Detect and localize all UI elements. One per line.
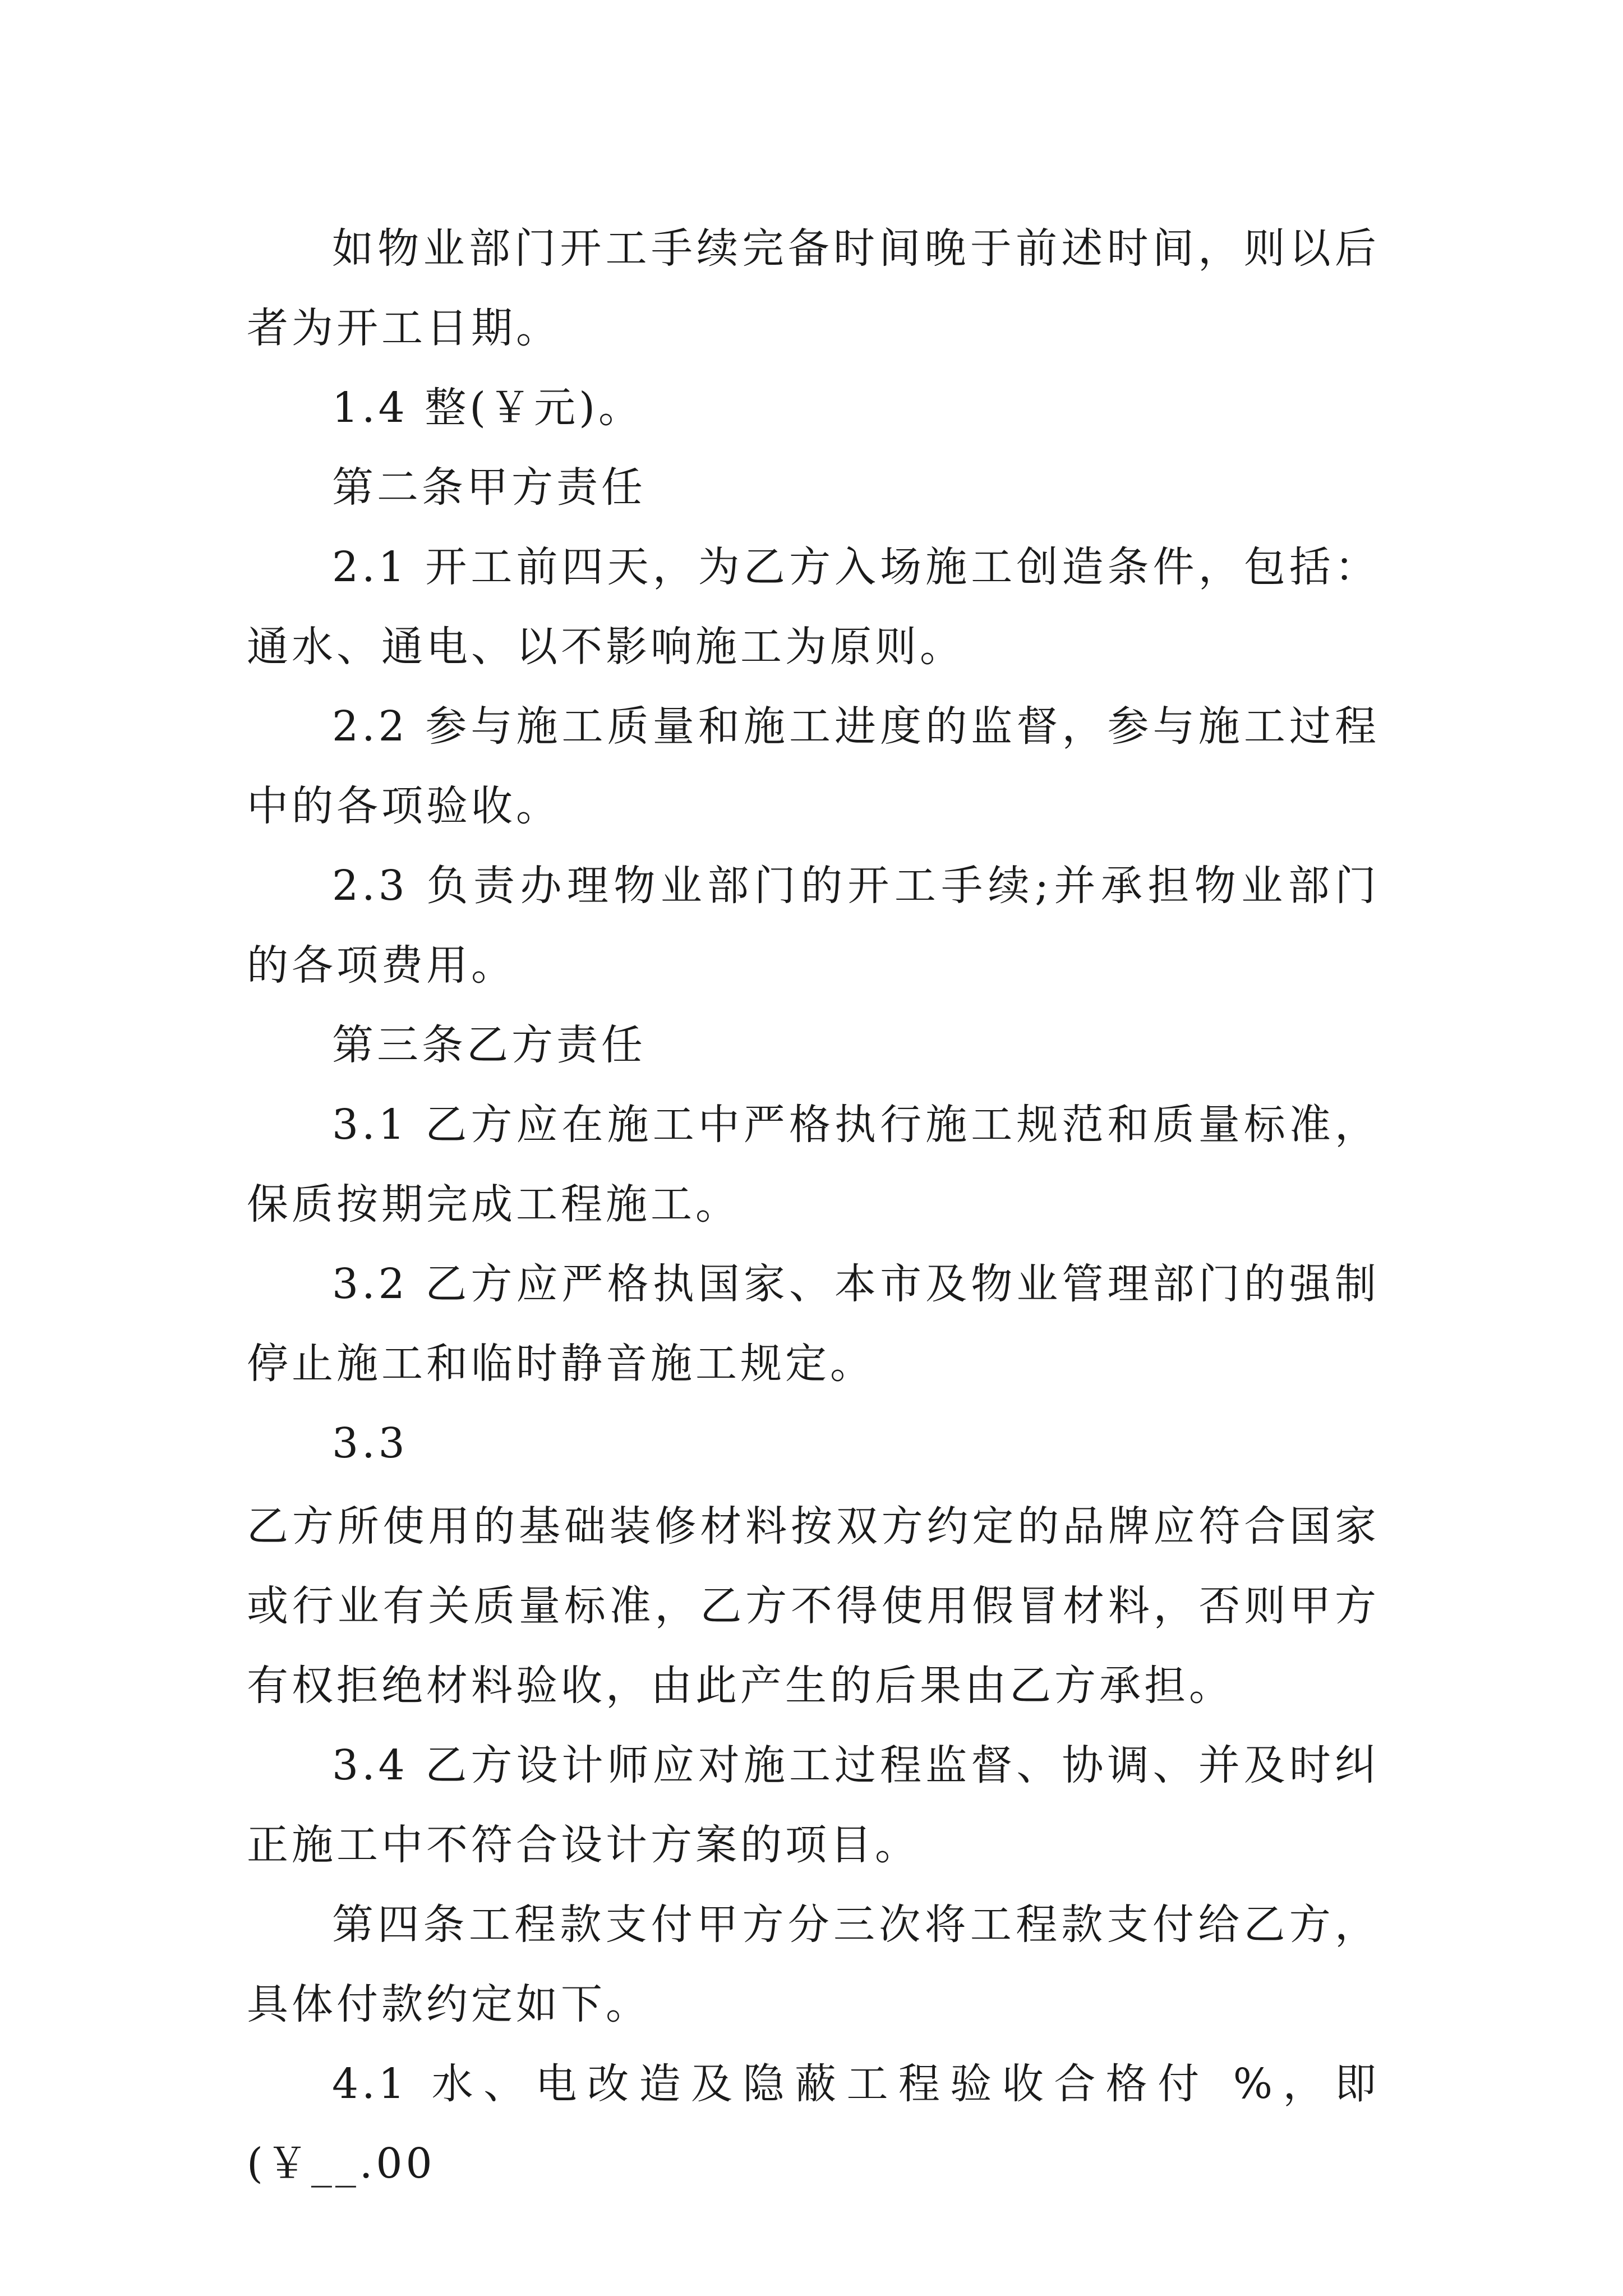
paragraph-2-2: 2.2 参与施工质量和施工进度的监督，参与施工过程中的各项验收。	[247, 702, 1380, 830]
paragraph-4-1: 4.1 水、电改造及隐蔽工程验收合格付 %，即(￥__.00	[247, 2060, 1380, 2188]
paragraph-3-4: 3.4 乙方设计师应对施工过程监督、协调、并及时纠正施工中不符合设计方案的项目。	[247, 1741, 1380, 1869]
document-body	[247, 209, 1380, 2203]
paragraph-1-4: 1.4 整(￥元)。	[332, 384, 643, 432]
heading-article-3: 第三条乙方责任	[332, 1021, 646, 1069]
paragraph-2-1: 2.1 开工前四天，为乙方入场施工创造条件，包括：通水、通电、以不影响施工为原则。	[247, 543, 1380, 671]
heading-article-4: 第四条工程款支付甲方分三次将工程款支付给乙方，具体付款约定如下。	[247, 1901, 1380, 2028]
paragraph-3-2: 3.2 乙方应严格执国家、本市及物业管理部门的强制停止施工和临时静音施工规定。	[247, 1260, 1380, 1388]
heading-article-2: 第二条甲方责任	[332, 463, 646, 512]
paragraph-3-3-number: 3.3	[332, 1419, 408, 1467]
paragraph-3-3-body: 乙方所使用的基础装修材料按双方约定的品牌应符合国家或行业有关质量标准，乙方不得使用假冒材料，否则甲方有权拒绝材料验收，由此产生的后果由乙方承担。	[247, 1502, 1380, 1710]
paragraph-3-1: 3.1 乙方应在施工中严格执行施工规范和质量标准，保质按期完成工程施工。	[247, 1101, 1380, 1228]
paragraph-2-3: 2.3 负责办理物业部门的开工手续;并承担物业部门的各项费用。	[247, 862, 1380, 990]
paragraph-start-date-note: 如物业部门开工手续完备时间晚于前述时间，则以后者为开工日期。	[247, 224, 1380, 352]
